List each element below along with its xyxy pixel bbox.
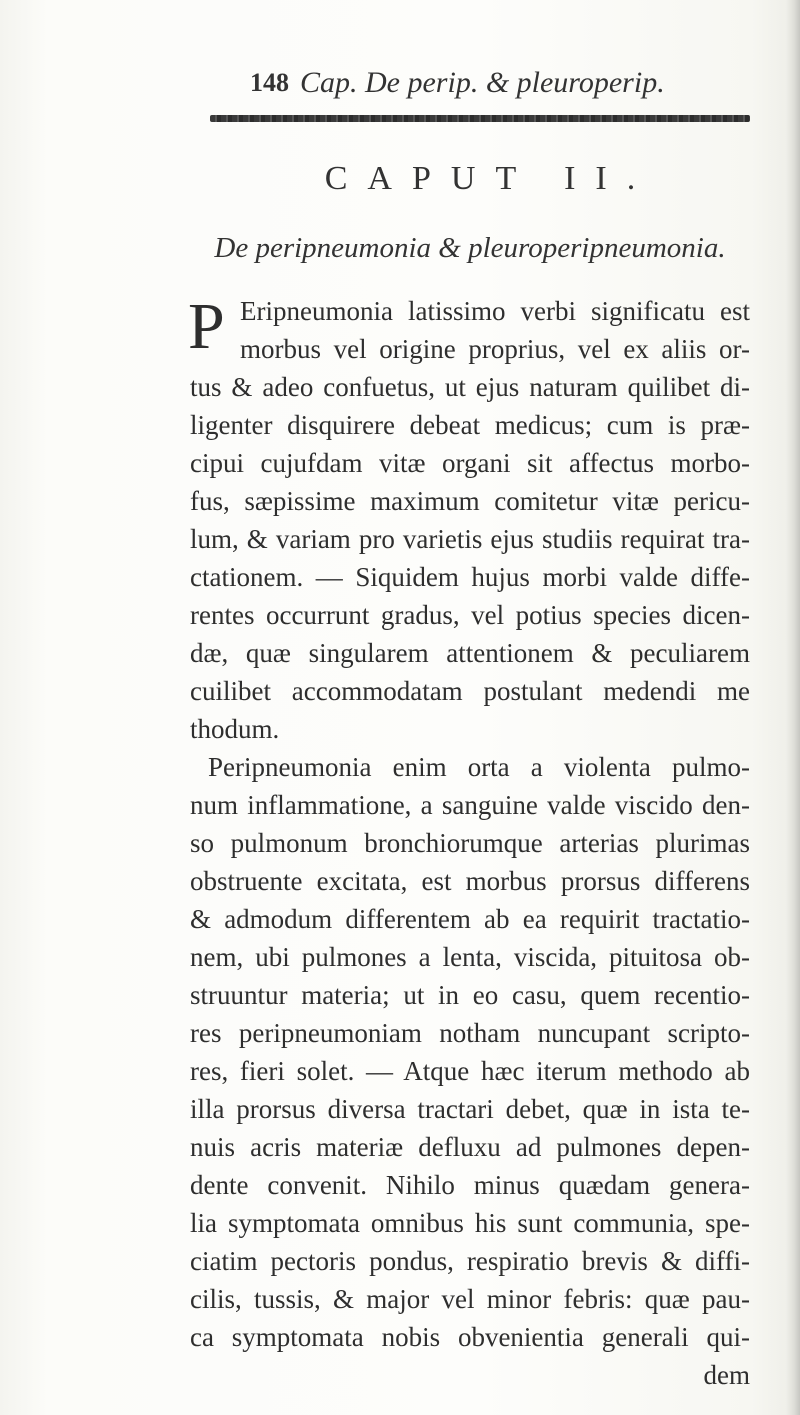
text-line: ctationem. — Siquidem hujus morbi valde diffe- [190, 562, 750, 592]
text-line: obstruente excitata, est morbus prorsus differens [190, 866, 750, 896]
text-line: tus & adeo confuetus, ut ejus naturam quilibet di- [190, 372, 750, 402]
text-line: dente convenit. Nihilo minus quædam genera- [190, 1170, 750, 1200]
text-line: cipui cujufdam vitæ organi sit affectus morbo- [190, 448, 750, 478]
text-line: res peripneumoniam notham nuncupant scripto- [190, 1018, 750, 1048]
text-line: so pulmonum bronchiorumque arterias plurimas [190, 828, 750, 858]
running-title: Cap. De perip. & pleuroperip. [300, 66, 665, 99]
text-line: lia symptomata omnibus his sunt communia, spe- [190, 1208, 750, 1238]
body-text [190, 292, 750, 1394]
text-line: thodum. [190, 714, 280, 744]
text-line: struuntur materia; ut in eo casu, quem recentio- [190, 980, 750, 1010]
chapter-label: CAPUT II. [324, 160, 656, 197]
page-number: 148 [250, 68, 289, 97]
text-line: Eripneumonia latissimo verbi significatu est [240, 296, 750, 326]
chapter-title: De peripneumonia & pleuroperipneumonia. [214, 232, 726, 264]
text-line: nem, ubi pulmones a lenta, viscida, pituitosa ob- [190, 942, 750, 972]
text-line: res, fieri solet. — Atque hæc iterum methodo ab [190, 1056, 750, 1086]
text-line: cuilibet accommodatam postulant medendi me [190, 676, 750, 706]
text-line: dæ, quæ singularem attentionem & peculiarem [190, 638, 750, 668]
text-line: illa prorsus diversa tractari debet, quæ in ista te- [190, 1094, 750, 1124]
text-line: ligenter disquirere debeat medicus; cum is præ- [190, 410, 750, 440]
text-line: rentes occurrunt gradus, vel potius species dicen- [190, 600, 750, 630]
ornamental-rule [210, 115, 750, 122]
text-line: & admodum differentem ab ea requirit tractatio- [190, 904, 750, 934]
text-line: Peripneumonia enim orta a violenta pulmo- [208, 752, 750, 782]
text-line: ca symptomata nobis obvenientia generali qui- [190, 1322, 750, 1352]
drop-cap: P [188, 290, 225, 363]
text-line: cilis, tussis, & major vel minor febris: quæ pau- [190, 1284, 750, 1314]
text-line: lum, & variam pro varietis ejus studiis requirat tra- [190, 524, 750, 554]
text-line: nuis acris materiæ defluxu ad pulmones depen- [190, 1132, 750, 1162]
text-line: num inflammatione, a sanguine valde viscido den- [190, 790, 750, 820]
running-head [250, 58, 670, 108]
text-line: fus, sæpissime maximum comitetur vitæ pericu- [190, 486, 750, 516]
catchword: dem [703, 1360, 750, 1390]
text-line: ciatim pectoris pondus, respiratio brevis & diffi- [190, 1246, 750, 1276]
page-edge-shadow [786, 0, 800, 1415]
text-line: morbus vel origine proprius, vel ex aliis or- [240, 334, 750, 364]
